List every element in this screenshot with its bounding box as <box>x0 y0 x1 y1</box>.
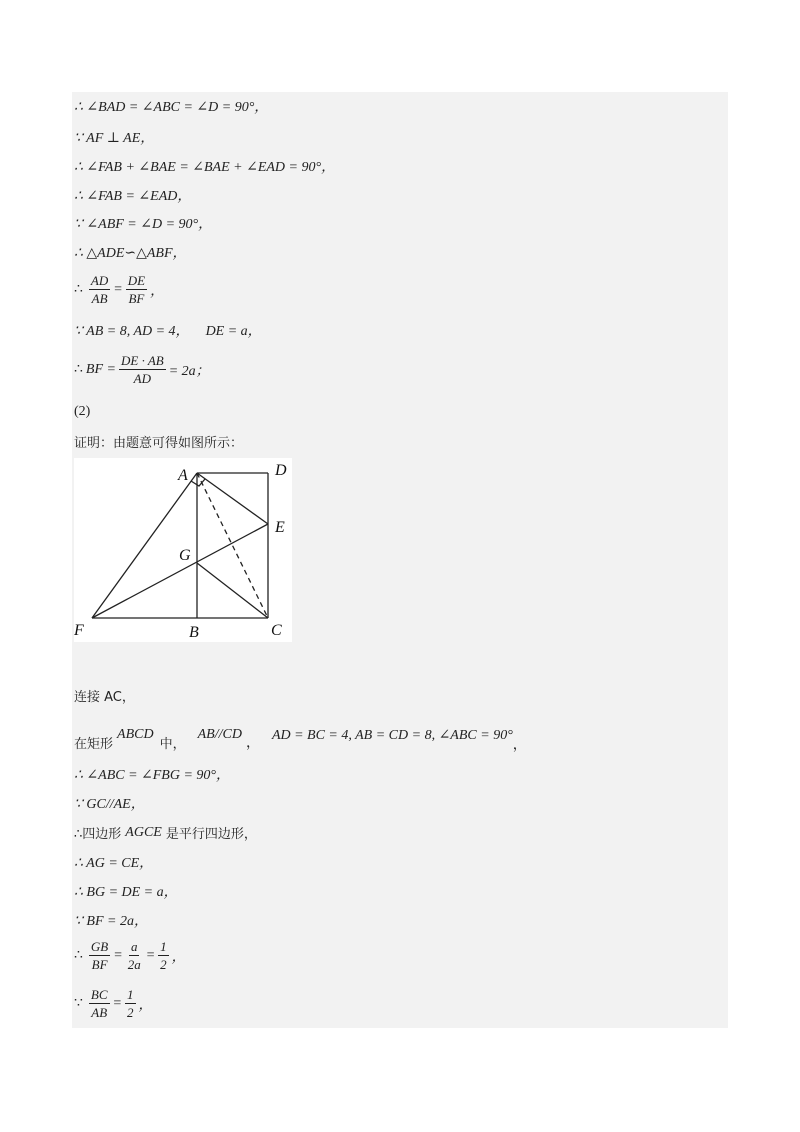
proof2-line-9-ratio <box>74 938 186 973</box>
segment-gc <box>197 563 268 618</box>
fraction-one-half <box>125 986 136 1021</box>
proof2-line-8: ∵ BF = 2a， <box>74 914 148 929</box>
fraction-numerator: 1 <box>160 939 167 954</box>
fraction-denominator: 2 <box>127 1005 134 1020</box>
given-values: ∵ AB = 8, AD = 4， <box>74 324 190 339</box>
segment-ae <box>197 473 268 524</box>
label-c: C <box>271 622 282 639</box>
fraction-ad-ab <box>89 272 110 307</box>
parallelogram-statement <box>74 823 257 842</box>
therefore-symbol: ∴ <box>74 948 83 963</box>
fraction-denominator: AB <box>91 1005 108 1020</box>
quad-suffix: 是平行四边形， <box>165 827 257 842</box>
rect-name: ABCD <box>117 727 154 742</box>
bf-prefix: BF = <box>85 361 116 377</box>
fraction-a-2a <box>126 938 143 973</box>
geometry-diagram <box>74 458 292 642</box>
side-lengths: AD = BC = 4, AB = CD = 8, ∠ABC = 90° <box>271 727 513 743</box>
label-g: G <box>179 547 191 564</box>
fraction-one-half <box>158 938 169 973</box>
part-intro: 证明：由题意可得如图所示： <box>74 436 244 451</box>
fraction-denominator: AB <box>91 291 108 306</box>
equals-sign: = <box>113 947 123 963</box>
bf-result: = 2a； <box>168 363 210 379</box>
proof2-line-6: ∴ AG = CE， <box>74 856 154 871</box>
part-label: (2) <box>74 404 91 419</box>
proof-line-7-ratio <box>74 272 164 307</box>
quad-name: AGCE <box>125 824 162 840</box>
line-end: ， <box>150 283 165 299</box>
proof-line-1: ∴ ∠BAD = ∠ABC = ∠D = 90°， <box>74 100 269 115</box>
comma: ， <box>512 738 527 753</box>
rect-middle: 中， <box>159 736 186 752</box>
equals-sign: = <box>112 995 122 1011</box>
fraction-numerator: DE · AB <box>120 353 164 368</box>
proof-line-6: ∴ △ADE∽△ABF， <box>74 246 187 261</box>
fraction-numerator: DE <box>127 273 146 288</box>
given-de: DE = a， <box>205 324 262 339</box>
equals-sign: = <box>113 281 123 297</box>
rect-prefix: 在矩形 <box>74 736 114 752</box>
fraction-numerator: a <box>130 939 138 954</box>
label-d: D <box>275 462 287 479</box>
proof-line-5: ∵ ∠ABF = ∠D = 90°， <box>74 217 213 232</box>
quad-prefix: ∴四边形 <box>74 827 122 842</box>
fraction-numerator: 1 <box>127 987 134 1002</box>
proof-line-2: ∵ AF ⊥ AE， <box>74 131 155 146</box>
fraction-bc-ab <box>89 986 110 1021</box>
segment-ac-dashed <box>197 473 268 618</box>
proof-line-9-bf <box>74 352 210 387</box>
comma: ， <box>245 736 260 751</box>
proof-line-3: ∴ ∠FAB + ∠BAE = ∠BAE + ∠EAD = 90°， <box>74 160 336 175</box>
rectangle-properties <box>74 716 527 754</box>
because-symbol: ∵ <box>74 996 83 1011</box>
equals-sign: = <box>145 947 156 963</box>
fraction-denominator: BF <box>128 291 145 306</box>
fraction-numerator: AD <box>90 273 109 288</box>
line-end: ， <box>138 997 153 1013</box>
fraction-denominator: 2 <box>160 957 167 972</box>
label-a: A <box>178 467 188 484</box>
fraction-denominator: BF <box>91 957 108 972</box>
proof2-line-4: ∵ GC//AE， <box>74 797 145 812</box>
fraction-numerator: BC <box>90 987 108 1002</box>
fraction-de-ab-over-ad <box>119 352 166 387</box>
fraction-gb-bf <box>89 938 110 973</box>
segment-fe <box>92 524 268 618</box>
fraction-denominator: AD <box>133 371 152 386</box>
fraction-numerator: GB <box>90 939 109 954</box>
label-e: E <box>275 519 285 536</box>
therefore-symbol: ∴ <box>74 362 83 377</box>
line-end: ， <box>171 949 186 965</box>
therefore-symbol: ∴ <box>74 282 83 297</box>
proof-line-4: ∴ ∠FAB = ∠EAD， <box>74 189 192 204</box>
fraction-denominator: 2a <box>127 957 141 972</box>
proof2-line-10-ratio <box>74 986 153 1021</box>
fraction-de-bf <box>126 272 147 307</box>
proof2-line-7: ∴ BG = DE = a， <box>74 885 178 900</box>
connect-ac: 连接 AC， <box>74 690 135 705</box>
proof2-line-3: ∴ ∠ABC = ∠FBG = 90°， <box>74 768 231 783</box>
geometry-figure <box>74 458 292 642</box>
segment-fa <box>92 473 197 618</box>
label-b: B <box>189 624 199 641</box>
proof-line-8 <box>74 320 262 340</box>
parallel-relation: AB//CD <box>197 727 242 742</box>
label-f: F <box>74 622 84 639</box>
